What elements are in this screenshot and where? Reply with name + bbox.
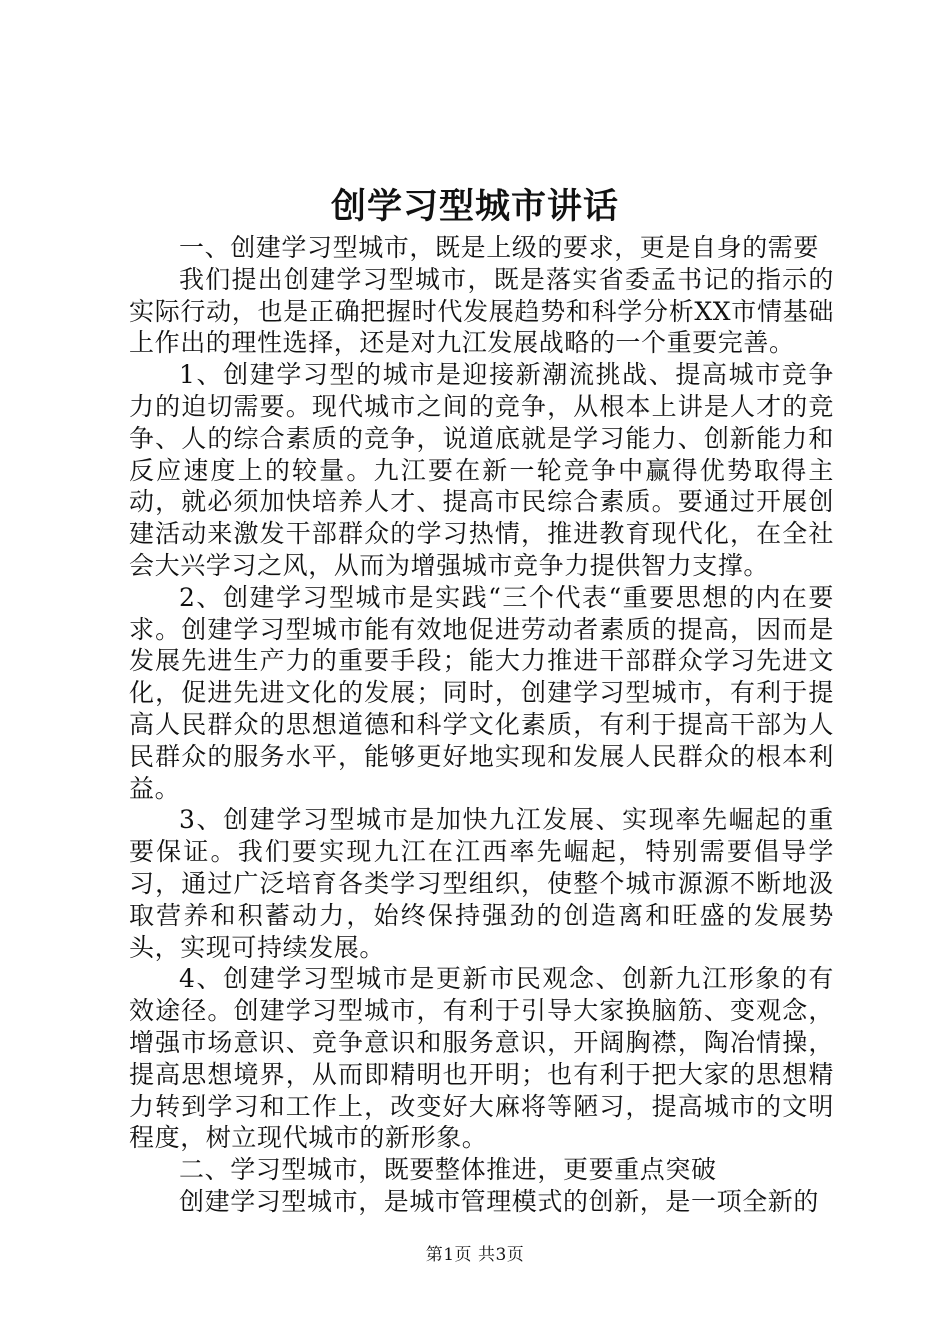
section-heading-2: 二、学习型城市，既要整体推进，更要重点突破	[179, 1155, 717, 1185]
paragraph-section-2: 创建学习型城市，是城市管理模式的创新，是一项全新的	[179, 1186, 820, 1216]
page-footer: 第1页 共3页	[425, 1245, 525, 1265]
paragraph-point-2: 2、创建学习型城市是实践“三个代表“重要思想的内在要求。创建学习型城市能有效地促进劳动者素质的提高，因而是发展先进生产力的重要手段；能大力推进干部群众学习先进文化，促进先进文化的发展；同时，创建学习型城市，有利于提高人民群众的思想道德和科学文化素质，有利于提高干部为人民群众的服务水平，能够更好地实现和发展人民群众的根本利益。	[129, 582, 834, 803]
paragraph-intro: 我们提出创建学习型城市，既是落实省委孟书记的指示的实际行动，也是正确把握时代发展趋势和科学分析XX市情基础上作出的理性选择，还是对九江发展战略的一个重要完善。	[129, 264, 834, 358]
document-title: 创学习型城市讲话	[330, 186, 619, 227]
paragraph-point-4: 4、创建学习型城市是更新市民观念、创新九江形象的有效途径。创建学习型城市，有利于引导大家换脑筋、变观念，增强市场意识、竞争意识和服务意识，开阔胸襟，陶冶情操，提高思想境界，从而即精明也开明；也有利于把大家的思想精力转到学习和工作上，改变好大麻将等陋习，提高城市的文明程度，树立现代城市的新形象。	[129, 964, 834, 1153]
paragraph-point-3: 3、创建学习型城市是加快九江发展、实现率先崛起的重要保证。我们要实现九江在江西率先崛起，特别需要倡导学习，通过广泛培育各类学习型组织，使整个城市源源不断地汲取营养和积蓄动力，始终保持强劲的创造离和旺盛的发展势头，实现可持续发展。	[129, 805, 834, 962]
section-heading-1: 一、创建学习型城市，既是上级的要求，更是自身的需要	[179, 233, 820, 262]
paragraph-point-1: 1、创建学习型的城市是迎接新潮流挑战、提高城市竞争力的迫切需要。现代城市之间的竞争，从根本上讲是人才的竞争、人的综合素质的竞争，说道底就是学习能力、创新能力和反应速度上的较量。九江要在新一轮竞争中赢得优势取得主动，就必须加快培养人才、提高市民综合素质。要通过开展创建活动来激发干部群众的学习热情，推进教育现代化，在全社会大兴学习之风，从而为增强城市竞争力提供智力支撑。	[129, 360, 834, 580]
document-body	[129, 232, 834, 1218]
